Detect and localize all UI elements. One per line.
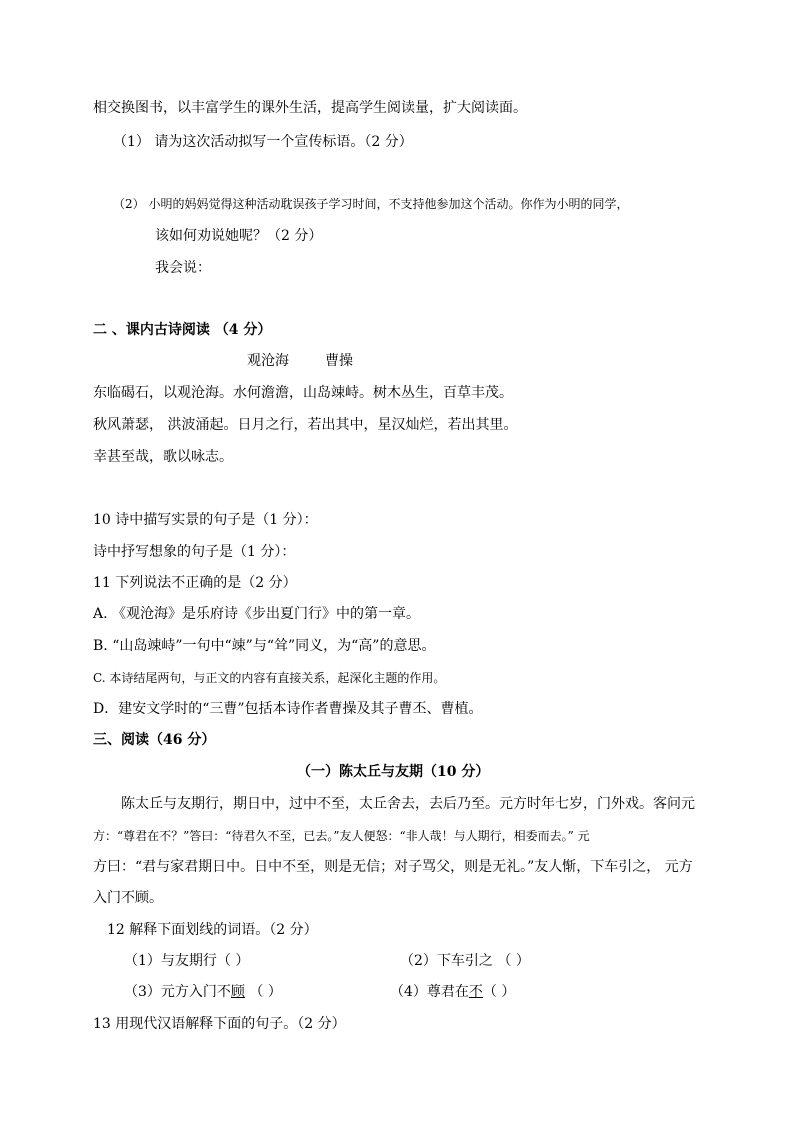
option-d: D．建安文学时的“三曹”包括本诗作者曹操及其子曹丕、曹植。 [93, 701, 483, 717]
question-sub2: （2） 小明的妈妈觉得这种活动耽误孩子学习时间，不支持他参加这个活动。你作为小明的同学， [113, 197, 629, 211]
item-text: （3）元方入门不 [124, 984, 231, 1000]
key-word-underlined: 顾 [230, 984, 245, 1000]
option-a: A. 《观沧海》是乐府诗《步出夏门行》中的第一章。 [93, 606, 421, 622]
item-text: （1）与友 [124, 953, 189, 969]
item-text: （2）下车 [400, 953, 465, 969]
question-12-item-4 [390, 982, 515, 1002]
passage-line: 方：“尊君在不？”答曰：“待君久不至，已去。”友人便怒：“非人哉！与人期行，相委而去。” 元 [93, 829, 590, 843]
question-sub2-cont: 该如何劝说她呢？（2 分） [155, 228, 323, 244]
answer-prompt: 我会说： [155, 260, 211, 276]
section2-heading: 二 、课内古诗阅读 （4 分） [93, 322, 272, 338]
passage-title: （一）陈太丘与友期（10 分） [297, 764, 490, 780]
answer-blank: 行（ ） [202, 953, 250, 969]
poem-line: 幸甚至哉，歌以咏志。 [93, 449, 233, 465]
question-10-b: 诗中抒写想象的句子是（1 分）： [93, 544, 296, 560]
question-13: 13 用现代汉语解释下面的句子。（2 分） [93, 1016, 346, 1032]
key-word: 引 [464, 953, 479, 969]
question-12: 12 解释下面划线的词语。（2 分） [107, 922, 318, 938]
passage-line: 入门不顾。 [93, 890, 163, 906]
answer-blank: （ ） [482, 984, 516, 1000]
passage-line: 方曰：“君与家君期日中。日中不至，则是无信；对子骂父，则是无礼。”友人惭，下车引之， 元方 [93, 859, 693, 875]
section3-heading: 三、阅读（46 分） [93, 732, 216, 748]
poem-line: 秋风萧瑟， 洪波涌起。日月之行，若出其中，星汉灿烂，若出其里。 [93, 417, 518, 433]
option-c: C. 本诗结尾两句，与正文的内容有直接关系，起深化主题的作用。 [93, 671, 446, 685]
item-text: （4）尊君在 [390, 984, 469, 1000]
question-10: 10 诗中描写实景的句子是（1 分）： [93, 512, 318, 528]
poem-line: 东临碣石，以观沧海。水何澹澹，山岛竦峙。树木丛生，百草丰茂。 [93, 385, 513, 401]
answer-blank: 之 （ ） [478, 953, 530, 969]
key-word-underlined: 不 [468, 984, 483, 1000]
passage-line: 陈太丘与友期行，期日中，过中不至，太丘舍去，去后乃至。元方时年七岁，门外戏。客问元 [121, 796, 695, 812]
poem-author: 曹操 [325, 353, 353, 369]
question-12-item-1 [124, 951, 249, 971]
answer-blank: （ ） [244, 984, 282, 1000]
question-12-item-3 [124, 982, 282, 1002]
poem-title: 观沧海 [247, 353, 289, 369]
question-11: 11 下列说法不正确的是（2 分） [93, 575, 297, 591]
intro-line: 相交换图书，以丰富学生的课外生活，提高学生阅读量，扩大阅读面。 [93, 100, 527, 116]
option-b: B. “山岛竦峙”一句中“竦”与“耸”同义，为“高”的意思。 [93, 638, 436, 654]
key-word: 期 [188, 953, 203, 969]
question-sub1: （1） 请为这次活动拟写一个宣传标语。（2 分） [113, 134, 413, 150]
question-12-item-2 [400, 951, 530, 971]
